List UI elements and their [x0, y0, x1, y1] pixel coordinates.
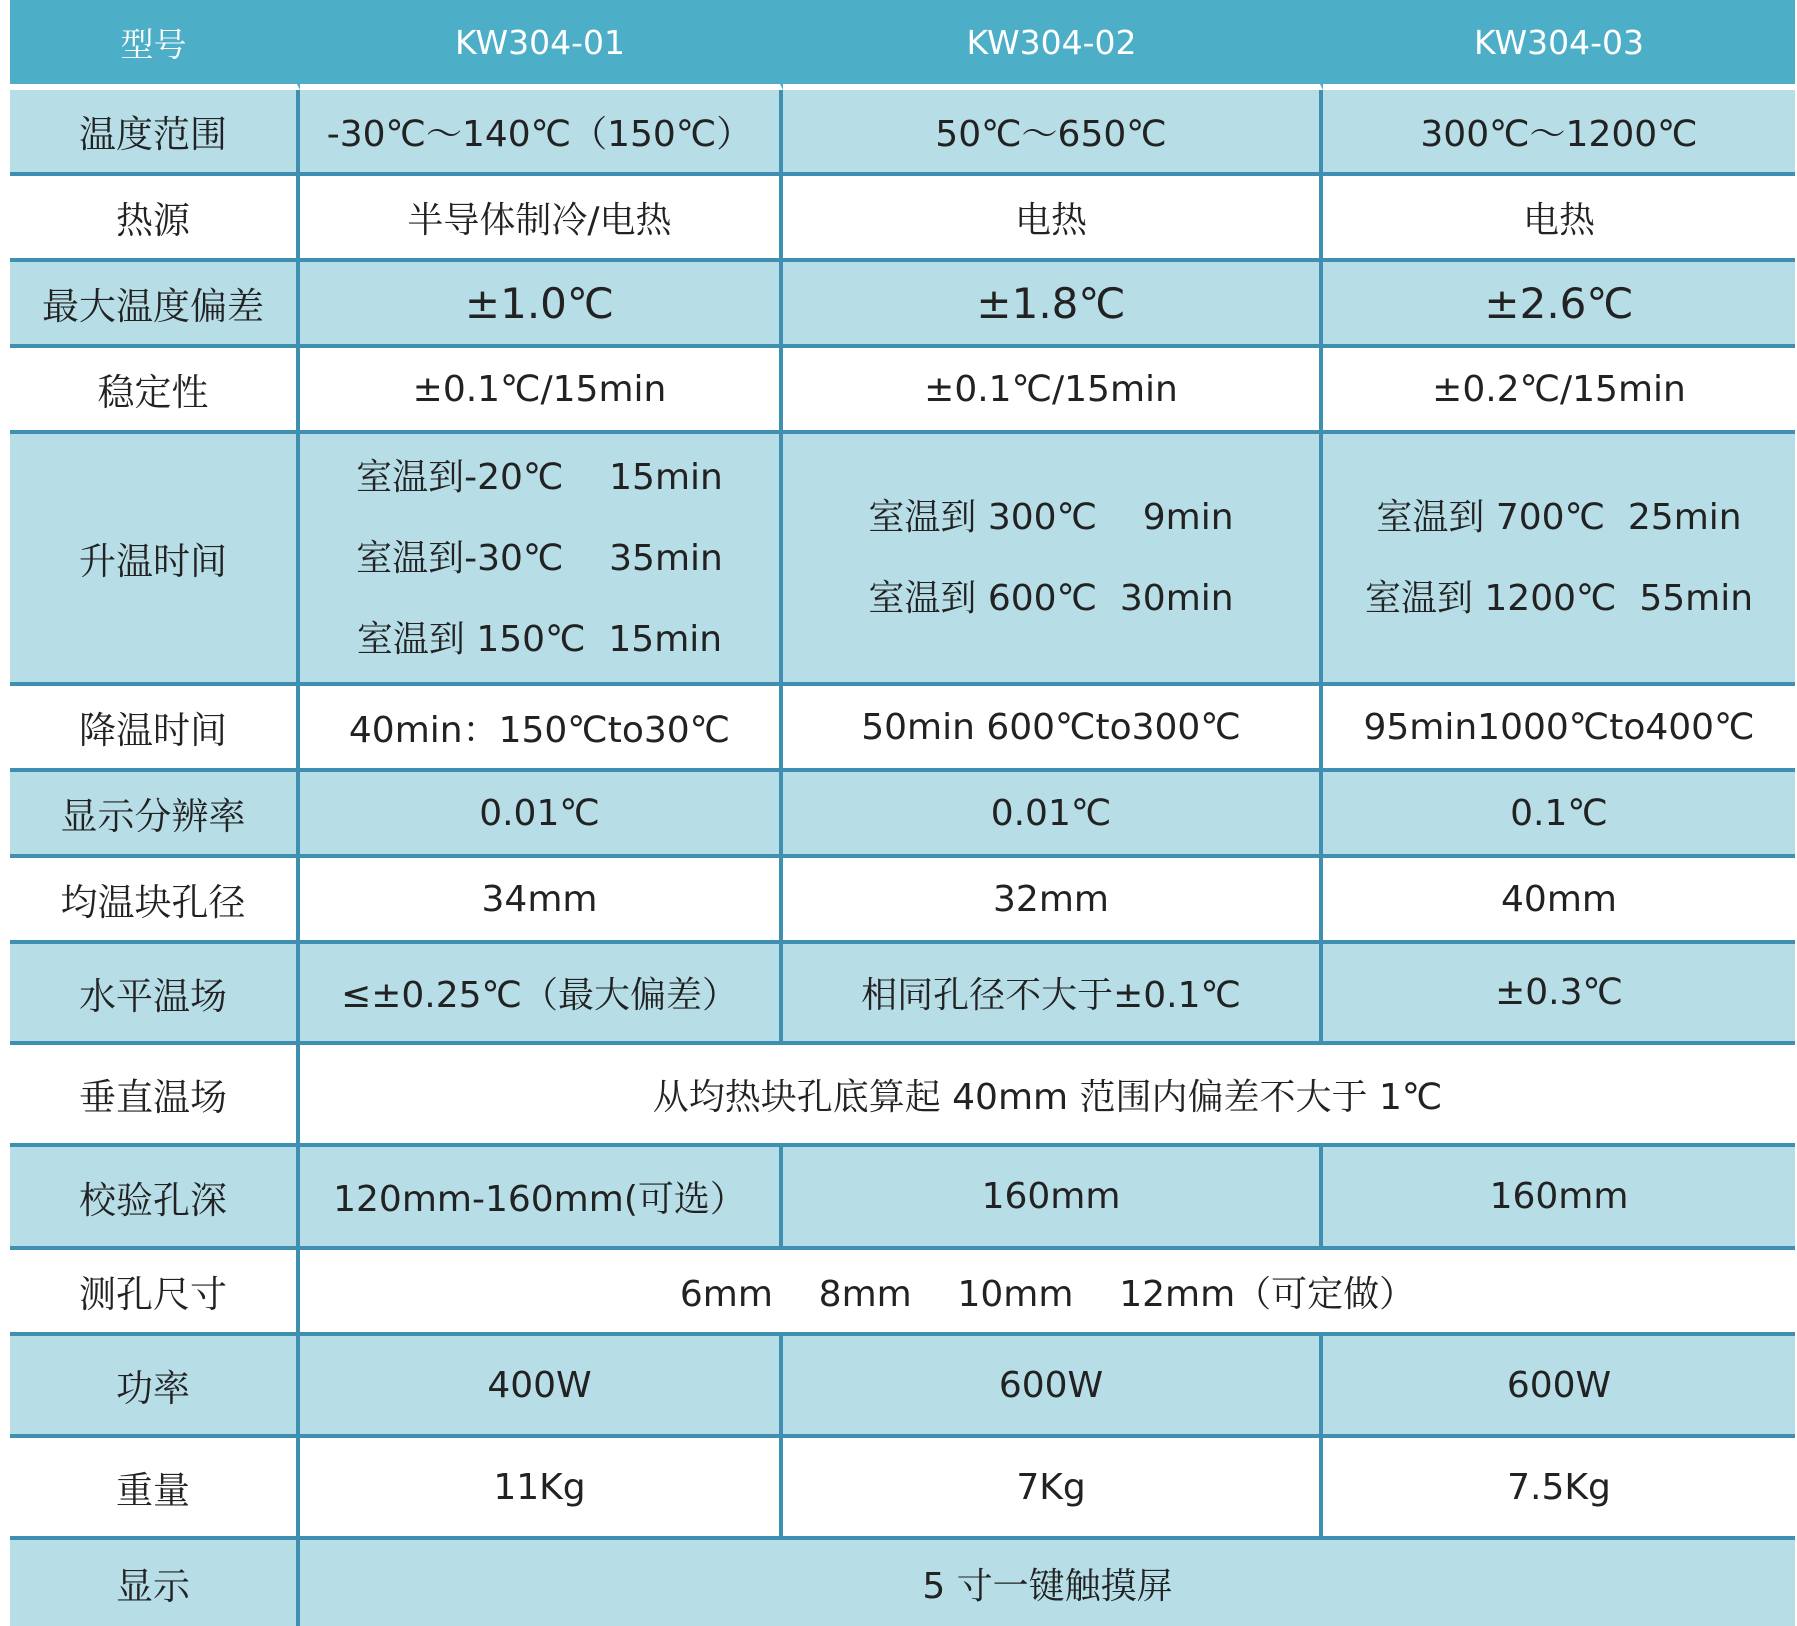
cell-kw304-01 — [300, 434, 783, 686]
cell-kw304-02: 50℃～650℃ — [783, 90, 1323, 176]
cell-kw304-03: 300℃～1200℃ — [1323, 90, 1795, 176]
row-hole-diameter — [10, 858, 1795, 944]
cell-kw304-01: 40min：150℃to30℃ — [300, 686, 783, 772]
cell-kw304-02: 160mm — [783, 1147, 1323, 1250]
cell-kw304-02: 600W — [783, 1336, 1323, 1438]
cell-kw304-02: 32mm — [783, 858, 1323, 944]
cell-kw304-03: 电热 — [1323, 176, 1795, 262]
row-label: 均温块孔径 — [10, 858, 300, 944]
row-label: 测孔尺寸 — [10, 1250, 300, 1336]
cell-kw304-02: 7Kg — [783, 1438, 1323, 1540]
row-stability — [10, 348, 1795, 434]
cell-kw304-01: 11Kg — [300, 1438, 783, 1540]
row-heating-time — [10, 434, 1795, 686]
row-display — [10, 1540, 1795, 1626]
header-model-label: 型号 — [10, 0, 300, 90]
cell-kw304-02 — [783, 434, 1323, 686]
cell-kw304-01: ≤±0.25℃（最大偏差） — [300, 944, 783, 1045]
cell-kw304-01: 0.01℃ — [300, 772, 783, 858]
cell-kw304-02: 相同孔径不大于±0.1℃ — [783, 944, 1323, 1045]
row-label: 升温时间 — [10, 434, 300, 686]
cell-kw304-03: 40mm — [1323, 858, 1795, 944]
cell-kw304-03: ±0.2℃/15min — [1323, 348, 1795, 434]
header-kw304-02: KW304-02 — [783, 0, 1323, 90]
cell-kw304-03: ±0.3℃ — [1323, 944, 1795, 1045]
header-kw304-03: KW304-03 — [1323, 0, 1795, 90]
cell-kw304-02: 电热 — [783, 176, 1323, 262]
row-label: 热源 — [10, 176, 300, 262]
cell-kw304-03: 95min1000℃to400℃ — [1323, 686, 1795, 772]
row-label: 水平温场 — [10, 944, 300, 1045]
heating-line: 室温到 700℃ 25min — [1376, 497, 1742, 538]
cell-kw304-02: 0.01℃ — [783, 772, 1323, 858]
cell-kw304-03: 160mm — [1323, 1147, 1795, 1250]
cell-merged: 5 寸一键触摸屏 — [300, 1540, 1795, 1626]
row-hole-size — [10, 1250, 1795, 1336]
cell-kw304-03: 0.1℃ — [1323, 772, 1795, 858]
cell-kw304-03: 7.5Kg — [1323, 1438, 1795, 1540]
row-heat-source — [10, 176, 1795, 262]
cell-kw304-01: -30℃～140℃（150℃） — [300, 90, 783, 176]
cell-kw304-01: ±1.0℃ — [300, 262, 783, 348]
heating-line: 室温到 150℃ 15min — [356, 618, 723, 660]
row-label: 显示分辨率 — [10, 772, 300, 858]
spec-table-container — [10, 0, 1795, 1626]
cell-kw304-03: ±2.6℃ — [1323, 262, 1795, 348]
cell-merged: 从均热块孔底算起 40mm 范围内偏差不大于 1℃ — [300, 1045, 1795, 1147]
row-label: 稳定性 — [10, 348, 300, 434]
cell-kw304-01: 400W — [300, 1336, 783, 1438]
row-max-deviation — [10, 262, 1795, 348]
row-hole-depth — [10, 1147, 1795, 1250]
row-label: 功率 — [10, 1336, 300, 1438]
row-temp-range — [10, 90, 1795, 176]
cell-kw304-02: ±0.1℃/15min — [783, 348, 1323, 434]
row-resolution — [10, 772, 1795, 858]
row-label: 垂直温场 — [10, 1045, 300, 1147]
heating-line: 室温到 1200℃ 55min — [1364, 578, 1754, 619]
cell-merged: 6mm 8mm 10mm 12mm（可定做） — [300, 1250, 1795, 1336]
row-weight — [10, 1438, 1795, 1540]
row-label: 显示 — [10, 1540, 300, 1626]
heating-line: 室温到-30℃ 35min — [356, 537, 723, 579]
heating-line: 室温到 600℃ 30min — [868, 578, 1234, 619]
row-label: 最大温度偏差 — [10, 262, 300, 348]
cell-kw304-03 — [1323, 434, 1795, 686]
cell-kw304-01: 半导体制冷/电热 — [300, 176, 783, 262]
row-label: 降温时间 — [10, 686, 300, 772]
row-label: 温度范围 — [10, 90, 300, 176]
row-cooling-time — [10, 686, 1795, 772]
spec-table — [10, 0, 1795, 1626]
cell-kw304-01: ±0.1℃/15min — [300, 348, 783, 434]
cell-kw304-01: 120mm-160mm(可选） — [300, 1147, 783, 1250]
row-horizontal-field — [10, 944, 1795, 1045]
heating-line: 室温到-20℃ 15min — [356, 456, 723, 498]
row-vertical-field — [10, 1045, 1795, 1147]
header-kw304-01: KW304-01 — [300, 0, 783, 90]
cell-kw304-03: 600W — [1323, 1336, 1795, 1438]
cell-kw304-01: 34mm — [300, 858, 783, 944]
row-label: 校验孔深 — [10, 1147, 300, 1250]
header-row — [10, 0, 1795, 90]
row-label: 重量 — [10, 1438, 300, 1540]
cell-kw304-02: 50min 600℃to300℃ — [783, 686, 1323, 772]
row-power — [10, 1336, 1795, 1438]
heating-line: 室温到 300℃ 9min — [868, 497, 1234, 538]
cell-kw304-02: ±1.8℃ — [783, 262, 1323, 348]
